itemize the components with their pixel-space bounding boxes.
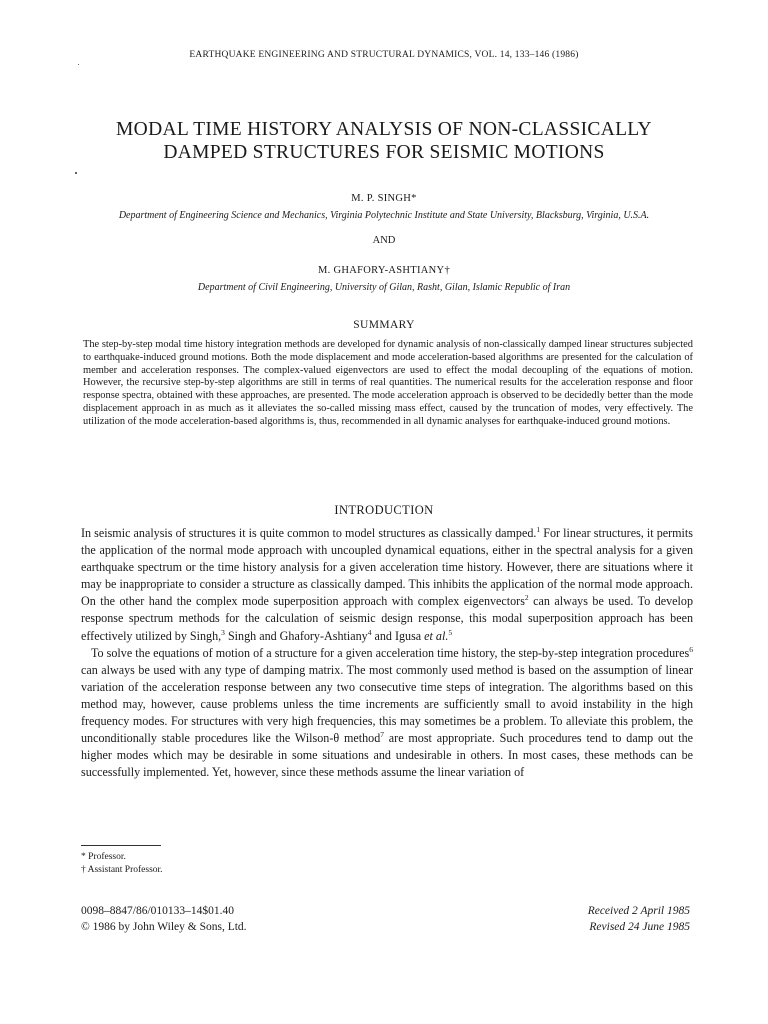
publication-info — [81, 903, 247, 935]
scan-speck — [78, 64, 79, 65]
citation-ref: 7 — [380, 730, 384, 740]
citation-ref: 5 — [448, 627, 453, 637]
affiliation-1: Department of Engineering Science and Mechanics, Virginia Polytechnic Institute and State University, Blacksburg, Virginia, U.S.A. — [118, 210, 650, 221]
author-1: M. P. SINGH* — [351, 193, 417, 204]
citation-ref: 2 — [524, 593, 529, 603]
article-code: 0098–8847/86/010133–14$01.40 — [81, 905, 235, 917]
text-run: can always be used. To develop response spectrum methods for the calculation of seismic design response, this modal superposition approach has been effectively utilized by Singh, — [81, 594, 694, 643]
footnotes — [81, 851, 163, 877]
received-date: Received 2 April 1985 — [587, 905, 690, 917]
title-line-1: MODAL TIME HISTORY ANALYSIS OF NON-CLASSICALLY — [116, 119, 652, 140]
footnote-2: † Assistant Professor. — [81, 865, 163, 875]
intro-paragraph-2 — [81, 645, 693, 782]
footnote-1: * Professor. — [81, 852, 126, 862]
text-run: For linear structures, it permits the application of the normal mode approach with uncoupled dynamical equations, either in the spectral analysis for a given earthquake spectrum or the time history analysis for a given acceleration time history. However, there are situations where it may be inappropriate to consider a structure as classically damped. This inhibits the application of the normal mode approach. On the other hand the complex mode superposition approach with complex eigenvectors — [81, 526, 693, 609]
text-run-italic: et al. — [424, 628, 449, 643]
text-run: In seismic analysis of structures it is quite common to model structures as classically damped. — [81, 526, 537, 540]
citation-ref: 6 — [689, 644, 693, 654]
introduction-body — [81, 525, 693, 781]
revised-date: Revised 24 June 1985 — [589, 921, 690, 933]
text-run: can always be used with any type of damping matrix. The most commonly used method is based on the assumption of linear variation of the acceleration response between any two consecutive time steps of integration. The algorithms based on this method may, however, cause problems unless the time increments are sufficiently small to avoid instability in the high frequency modes. For structures with very high frequencies, this may sometimes be a problem. To alleviate this problem, the unconditionally stable procedures like the Wilson-θ method — [81, 662, 693, 746]
title-line-2: DAMPED STRUCTURES FOR SEISMIC MOTIONS — [163, 142, 605, 163]
paper-title — [0, 118, 768, 164]
author-separator: AND — [372, 235, 396, 246]
affiliation-2: Department of Civil Engineering, University of Gilan, Rasht, Gilan, Islamic Republic of Iran — [197, 282, 571, 293]
author-2: M. GHAFORY-ASHTIANY† — [317, 265, 450, 276]
scan-speck — [75, 172, 77, 174]
footnote-divider — [81, 845, 161, 846]
text-run: Singh and Ghafory-Ashtiany — [224, 628, 368, 643]
citation-ref: 1 — [536, 524, 541, 534]
intro-paragraph-1 — [81, 525, 693, 645]
submission-dates — [588, 903, 690, 935]
text-run: are most appropriate. Such procedures tend to damp out the higher modes which may be desirable in some situations and undesirable in others. In most cases, these methods can be successfully implemented. Yet, however, since these methods assume the linear variation of — [81, 731, 693, 780]
introduction-heading: INTRODUCTION — [334, 503, 434, 517]
summary-heading: SUMMARY — [353, 319, 415, 331]
summary-text: The step-by-step modal time history integration methods are developed for dynamic analysis of non-classically damped linear structures subjected to earthquake-induced ground motions. Both the mode displacement and mode acceleration-based algorithms are presented for the calculation of member and acceleration responses. The complex-valued eigenvectors are used to effect the modal decoupling of the equations of motion. However, the recursive step-by-step algorithms are still in terms of real quantities. The numerical results for the acceleration response and floor response spectra, obtained with these approaches, are presented. The mode acceleration approach is observed to be decidedly better than the mode displacement approach in as much as it alleviates the so-called missing mass effect, caused by the truncation of modes, very effectively. The utilization of the mode acceleration-based algorithms is, thus, recommended in all dynamic analyses for earthquake-induced ground motions. — [83, 339, 693, 427]
copyright-notice: © 1986 by John Wiley & Sons, Ltd. — [81, 921, 247, 933]
text-run: To solve the equations of motion of a structure for a given acceleration time history, the step-by-step integration procedures — [91, 645, 690, 660]
citation-ref: 4 — [367, 627, 372, 637]
citation-ref: 3 — [221, 627, 225, 637]
text-run: and Igusa — [371, 628, 425, 643]
journal-header: EARTHQUAKE ENGINEERING AND STRUCTURAL DYNAMICS, VOL. 14, 133–146 (1986) — [189, 50, 579, 60]
